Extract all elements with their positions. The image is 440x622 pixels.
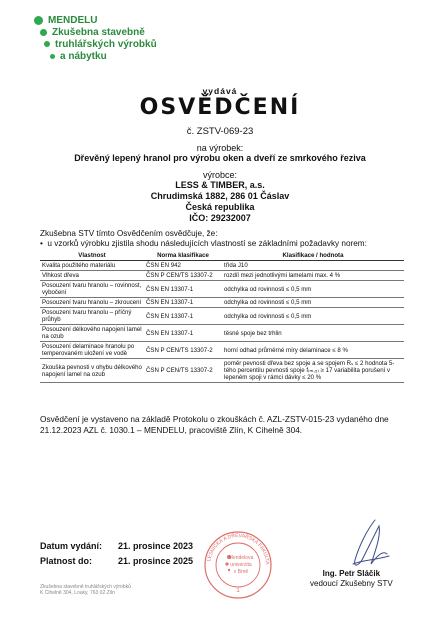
table-row	[40, 261, 404, 271]
stamp-inner-line: Mendelova	[228, 555, 254, 561]
manufacturer-ico: IČO: 29232007	[189, 213, 251, 223]
table-cell: ČSN EN 13307-1	[144, 281, 222, 298]
valid-date-label: Platnost do:	[40, 556, 92, 566]
logo-dot-icon	[44, 41, 50, 47]
table-row	[40, 271, 404, 281]
table-cell: ČSN EN 13307-1	[144, 325, 222, 342]
table-cell: odchylka od rovinnosti ≤ 0,5 mm	[222, 298, 404, 308]
stamp-inner-line: univerzita	[230, 562, 252, 568]
table-cell: těsné spoje bez trhlin	[222, 325, 404, 342]
issue-date-label: Datum vydání:	[40, 541, 103, 551]
table-cell: Posouzení delaminace hranolu po temperovaném uložení ve vodě	[40, 342, 144, 359]
table-row	[40, 342, 404, 359]
table-cell: Vlhkost dřeva	[40, 271, 144, 281]
logo-dot-icon	[50, 54, 55, 59]
footer-line: Zkušebna stavebně truhlářských výrobků	[40, 584, 131, 590]
official-stamp	[203, 530, 273, 600]
table-cell: horní odhad průměrné míry delaminace ≤ 8 %	[222, 342, 404, 359]
logo-dot-icon	[34, 16, 43, 25]
logo-line: Zkušebna stavebně	[52, 26, 145, 38]
table-cell: ČSN P CEN/TS 13307-2	[144, 359, 222, 383]
signer-name: Ing. Petr Sláčik	[322, 569, 381, 578]
certificate-number: č. ZSTV-069-23	[186, 126, 254, 137]
table-cell: třída J10	[222, 261, 404, 271]
table-row	[40, 359, 404, 383]
issue-date-value: 21. prosince 2023	[118, 541, 194, 551]
table-cell: ČSN EN 942	[144, 261, 222, 271]
bullet-icon: •	[40, 239, 48, 248]
signer-role: vedoucí Zkušebny STV	[310, 579, 393, 588]
manufacturer-country: Česká republika	[185, 202, 255, 212]
table-cell: ČSN P CEN/TS 13307-2	[144, 271, 222, 281]
valid-date-value: 21. prosince 2025	[118, 556, 194, 566]
table-row	[40, 281, 404, 298]
stamp-number: 1	[236, 588, 240, 594]
product-label: na výrobek:	[196, 143, 244, 153]
table-cell: rozdíl mezi jednotlivými lamelami max. 4 %	[222, 271, 404, 281]
manufacturer-name: LESS & TIMBER, a.s.	[175, 180, 265, 190]
table-cell: poměr pevnosti dřeva bez spoje a se spojem Rₛ ≤ 2 hodnota 5-tého percentilu pevnosti spoje f₍ₘ,₅₎ ≥ 17 variabilita porušení v lepeném spoji v rámci dávky ≤ 20 %	[222, 359, 404, 383]
column-header: Vlastnost	[40, 250, 144, 261]
column-header: Klasifikace / hodnota	[222, 250, 404, 261]
column-header: Norma klasifikace	[144, 250, 222, 261]
valid-date-row	[40, 556, 193, 566]
table-cell: Kvalita použitého materiálu	[40, 261, 144, 271]
footer-address	[40, 584, 131, 596]
table-row	[40, 298, 404, 308]
stamp-ring-text: LESNICKÁ A DŘEVAŘSKÁ FAKULTA	[206, 532, 271, 565]
logo-line: MENDELU	[48, 14, 98, 26]
table-cell: odchylka od rovinnosti ≤ 0,5 mm	[222, 308, 404, 325]
table-header-row	[40, 250, 404, 261]
table-cell: Zkouška pevnosti v ohybu délkového napojení lamel na ozub	[40, 359, 144, 383]
table-cell: Posouzení délkového napojení lamel na ozub	[40, 325, 144, 342]
properties-table	[40, 250, 404, 383]
manufacturer-label: výrobce:	[202, 170, 237, 180]
table-row	[40, 308, 404, 325]
stamp-inner-line: v Brně	[233, 569, 249, 575]
logo-dot-icon	[40, 29, 47, 36]
table-cell: ČSN EN 13307-1	[144, 298, 222, 308]
table-cell: Posouzení tvaru hranolu – příčný průhyb	[40, 308, 144, 325]
handwritten-signature	[345, 516, 395, 576]
table-cell: odchylka od rovinnosti ≤ 0,5 mm	[222, 281, 404, 298]
bullet-text: u vzorků výrobku zjistila shodu následujících vlastností se základními požadavky norem:	[47, 239, 367, 248]
table-row	[40, 325, 404, 342]
intro-text: Zkušebna STV tímto Osvědčením osvědčuje, že:	[40, 229, 218, 238]
bullet-item	[40, 239, 367, 248]
product-name: Dřevěný lepený hranol pro výrobu oken a dveří ze smrkového řeziva	[74, 153, 366, 163]
footer-line: K Cihelně 304, Louky, 763 02 Zlín	[40, 590, 115, 596]
issue-date-row	[40, 541, 193, 551]
table-cell: ČSN P CEN/TS 13307-2	[144, 342, 222, 359]
page-title: OSVĚDČENÍ	[139, 95, 301, 120]
logo-line: a nábytku	[60, 50, 107, 62]
table-cell: Posouzení tvaru hranolu – rovinnost, vybočení	[40, 281, 144, 298]
logo-line: truhlářských výrobků	[55, 38, 157, 50]
table-cell: Posouzení tvaru hranolu – zkroucení	[40, 298, 144, 308]
issuer-text: vydává	[202, 86, 238, 96]
signer-block	[310, 569, 393, 589]
table-cell: ČSN EN 13307-1	[144, 308, 222, 325]
manufacturer-address: Chrudimská 1882, 286 01 Čáslav	[150, 191, 290, 201]
issued-basis-text: Osvědčení je vystaveno na základě Protokolu o zkouškách č. AZL-ZSTV-015-23 vydaného dne 21.12.2023 AZL č. 1030.1 – MENDELU, pracoviště Zlín, K Cihelně 304.	[40, 414, 389, 435]
mendelu-logo	[34, 14, 157, 62]
